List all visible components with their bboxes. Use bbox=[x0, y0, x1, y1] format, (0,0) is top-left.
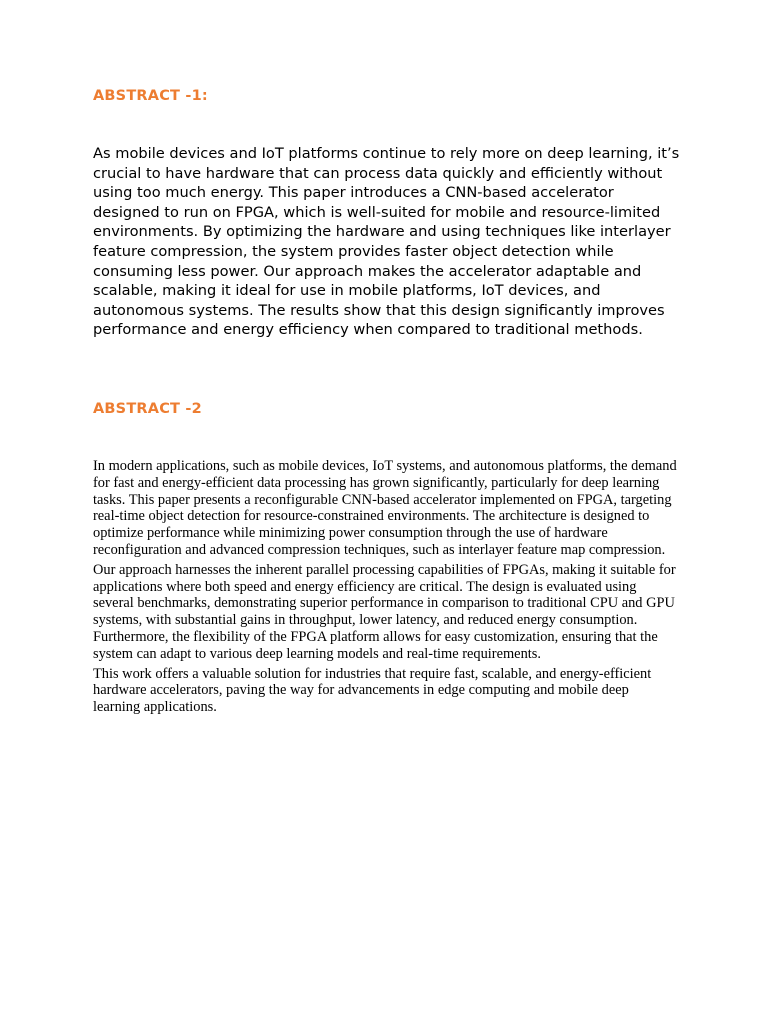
abstract-2-paragraph: In modern applications, such as mobile devices, IoT systems, and autonomous platforms, the demand for fast and energy-efficient data processing has grown significantly, particularly for deep learning tasks. This paper presents a reconfigurable CNN-based accelerator implemented on FPGA, targeting real-time object detection for resource-constrained environments. The architecture is designed to optimize performance while minimizing power consumption through the use of hardware reconfiguration and advanced compression techniques, such as interlayer feature map compression. bbox=[93, 458, 677, 558]
abstract-1-heading: ABSTRACT -1: bbox=[93, 88, 208, 104]
abstract-2-heading: ABSTRACT -2 bbox=[93, 401, 202, 417]
abstract-2-paragraph: Our approach harnesses the inherent parallel processing capabilities of FPGAs, making it suitable for applications where both speed and energy efficiency are critical. The design is evaluated using several benchmarks, demonstrating superior performance in comparison to traditional CPU and GPU systems, with substantial gains in throughput, lower latency, and reduced energy consumption. Furthermore, the flexibility of the FPGA platform allows for easy customization, ensuring that the system can adapt to various deep learning models and real-time requirements. bbox=[93, 561, 676, 662]
abstract-1-body: As mobile devices and IoT platforms continue to rely more on deep learning, it’s crucial to have hardware that can process data quickly and efficiently without using too much energy. This paper introduces a CNN-based accelerator designed to run on FPGA, which is well-suited for mobile and resource-limited environments. By optimizing the hardware and using techniques like interlayer feature compression, the system provides faster object detection while consuming less power. Our approach makes the accelerator adaptable and scalable, making it ideal for use in mobile platforms, IoT devices, and autonomous systems. The results show that this design significantly improves performance and energy efficiency when compared to traditional methods. bbox=[93, 145, 680, 339]
abstract-2-body bbox=[93, 458, 678, 719]
abstract-2-paragraph: This work offers a valuable solution for industries that require fast, scalable, and energy-efficient hardware accelerators, paving the way for advancements in edge computing and mobile deep learning applications. bbox=[93, 665, 652, 716]
